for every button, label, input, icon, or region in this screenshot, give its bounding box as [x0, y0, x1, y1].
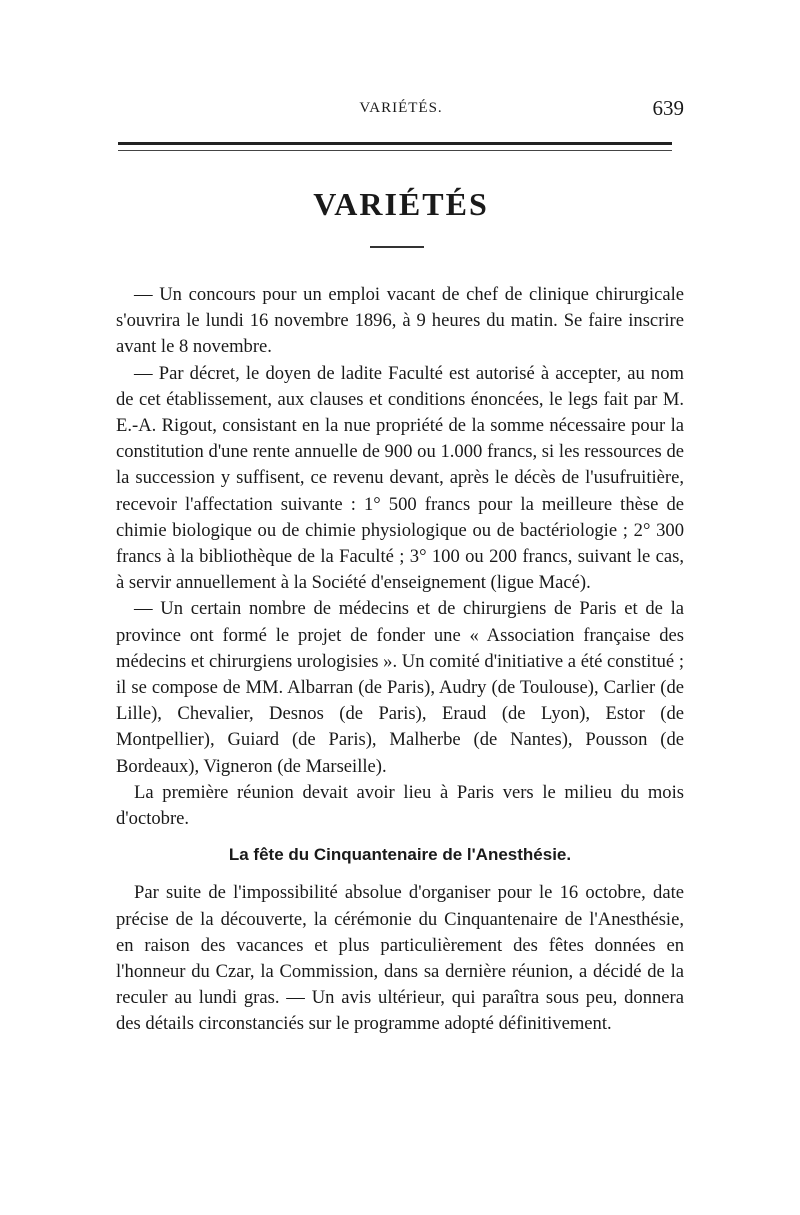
paragraph-association: — Un certain nombre de médecins et de chirurgiens de Paris et de la province ont formé le projet de fonder une « Association française des médecins et chirurgiens urologisies ». Un comité d'initiative a été constitué ; il se compose de MM. Albarran (de Paris), Audry (de Toulouse), Carlier (de Lille), Chevalier, Desnos (de Paris), Eraud (de Lyon), Estor (de Montpellier), Guiard (de Paris), Malherbe (de Nantes), Pousson (de Bordeaux), Vigneron (de Marseille). — [116, 598, 684, 777]
page-number: 639 — [652, 96, 684, 120]
subheading: La fête du Cinquantenaire de l'Anesthésie. — [228, 845, 572, 865]
header-rule-thick — [118, 142, 672, 145]
paragraph-decret: — Par décret, le doyen de ladite Faculté est autorisé à accepter, au nom de cet établissement, aux clauses et conditions énoncées, le legs fait par M. E.-A. Rigout, consistant en la nue propriété de la somme nécessaire pour la constitution d'une rente annuelle de 900 ou 1.000 francs, si les ressources de la succession y suffisent, ce revenu devant, après le décès de l'usufruitière, recevoir l'affectation suivante : 1° 500 francs pour la meilleure thèse de chimie biologique ou de chimie physiologique ou de bactériologie ; 2° 300 francs à la bibliothèque de la Faculté ; 3° 100 ou 200 francs, suivant le cas, à servir annuellement à la Société d'enseignement (ligue Macé). — [116, 362, 684, 594]
paragraph-anesthesie: Par suite de l'impossibilité absolue d'organiser pour le 16 octobre, date précise de la découverte, la cérémonie du Cinquantenaire de l'Anesthésie, en raison des vacances et plus particulièrement des fêtes données en l'honneur du Czar, la Commission, dans sa dernière réunion, a décidé de la reculer au lundi gras. — Un avis ultérieur, qui paraîtra sous peu, donnera des détails circonstanciés sur le programme adopté définitivement. — [116, 882, 684, 1035]
running-head-title: VARIÉTÉS. — [359, 100, 443, 116]
header-rule-thin — [118, 150, 672, 151]
title-underline-rule — [370, 246, 424, 248]
paragraph-reunion: La première réunion devait avoir lieu à Paris vers le milieu du mois d'octobre. — [116, 781, 684, 830]
paragraph-concours: — Un concours pour un emploi vacant de chef de clinique chirurgicale s'ouvrira le lundi 16 novembre 1896, à 9 heures du matin. Se faire inscrire avant le 8 novembre. — [116, 284, 684, 358]
section-title: VARIÉTÉS — [313, 186, 489, 222]
running-head — [118, 96, 684, 126]
body-text — [116, 282, 684, 1038]
